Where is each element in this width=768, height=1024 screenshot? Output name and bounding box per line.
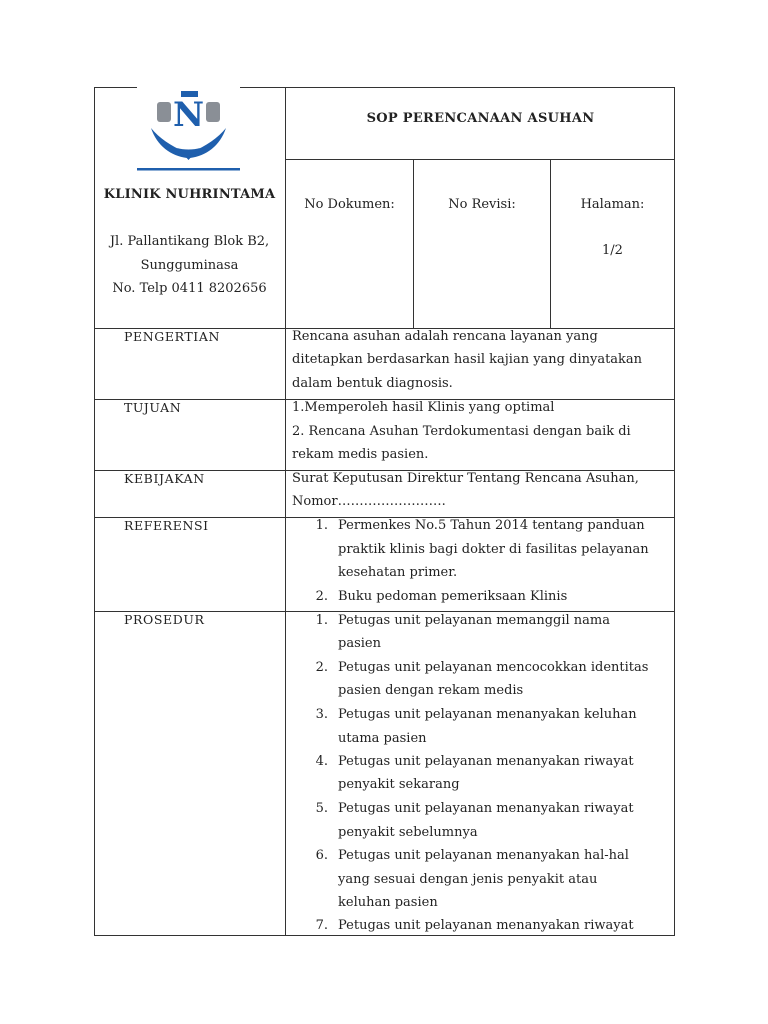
prosedur-item-line: Petugas unit pelayanan menanyakan riwayat	[338, 801, 634, 816]
referensi-item-number: 2.	[315, 589, 328, 604]
kebijakan-line: Nomor…………………….	[292, 494, 446, 509]
prosedur-item-line: pasien dengan rekam medis	[338, 683, 524, 698]
prosedur-item-line: Petugas unit pelayanan mencocokkan identitas	[338, 660, 649, 675]
prosedur-item-line: Petugas unit pelayanan menanyakan riwayat	[338, 918, 634, 933]
prosedur-item-line: utama pasien	[338, 731, 427, 746]
prosedur-item-line: Petugas unit pelayanan menanyakan riwayat	[338, 754, 634, 769]
pengertian-line: ditetapkan berdasarkan hasil kajian yang dinyatakan	[292, 352, 643, 367]
prosedur-item-line: penyakit sekarang	[338, 777, 460, 792]
tujuan-line: 1.Memperoleh hasil Klinis yang optimal	[292, 400, 555, 415]
section-label-prosedur: PROSEDUR	[124, 612, 205, 627]
clinic-name: KLINIK NUHRINTAMA	[103, 187, 276, 202]
referensi-item-number: 1.	[315, 518, 328, 533]
address-line-1: Jl. Pallantikang Blok B2,	[109, 234, 270, 249]
prosedur-item-line: keluhan pasien	[338, 895, 438, 910]
pengertian-line: dalam bentuk diagnosis.	[292, 376, 453, 391]
prosedur-item-number: 7.	[315, 918, 328, 933]
prosedur-item-line: Petugas unit pelayanan memanggil nama	[338, 613, 610, 628]
column-divider	[285, 87, 286, 936]
prosedur-item-line: Petugas unit pelayanan menanyakan keluhan	[338, 707, 637, 722]
prosedur-item-line: pasien	[338, 636, 381, 651]
prosedur-item-number: 5.	[315, 801, 328, 816]
sop-title: SOP PERENCANAAN ASUHAN	[366, 111, 595, 126]
pengertian-line: Rencana asuhan adalah rencana layanan yang	[292, 329, 598, 344]
section-label-kebijakan: KEBIJAKAN	[124, 471, 205, 486]
phone-number: No. Telp 0411 8202656	[112, 281, 267, 296]
revision-label: No Revisi:	[448, 197, 516, 212]
section-label-tujuan: TUJUAN	[124, 400, 182, 415]
meta-divider-1	[413, 159, 414, 329]
prosedur-item-number: 1.	[315, 613, 328, 628]
section-label-referensi: REFERENSI	[124, 518, 209, 533]
kebijakan-line: Surat Keputusan Direktur Tentang Rencana Asuhan,	[292, 471, 639, 486]
header-divider	[286, 159, 675, 160]
section-label-pengertian: PENGERTIAN	[124, 329, 221, 344]
doc-number-label: No Dokumen:	[304, 197, 395, 212]
prosedur-item-number: 3.	[315, 707, 328, 722]
logo-letter: N	[172, 95, 205, 135]
prosedur-item-number: 2.	[315, 660, 328, 675]
referensi-item-line: kesehatan primer.	[338, 565, 458, 580]
table-border-right	[674, 87, 675, 936]
tujuan-line: rekam medis pasien.	[292, 447, 429, 462]
address-line-2: Sungguminasa	[140, 258, 239, 273]
prosedur-item-line: penyakit sebelumnya	[338, 825, 478, 840]
prosedur-item-number: 4.	[315, 754, 328, 769]
page-value: 1/2	[602, 243, 623, 258]
tujuan-line: 2. Rencana Asuhan Terdokumentasi dengan baik di	[292, 424, 631, 439]
page-label: Halaman:	[580, 197, 645, 212]
table-border-left	[94, 87, 95, 936]
referensi-item-line: praktik klinis bagi dokter di fasilitas pelayanan	[338, 542, 649, 557]
prosedur-item-line: Petugas unit pelayanan menanyakan hal-hal	[338, 848, 629, 863]
referensi-item-line: Permenkes No.5 Tahun 2014 tentang panduan	[338, 518, 645, 533]
referensi-item-line: Buku pedoman pemeriksaan Klinis	[338, 589, 568, 604]
clinic-logo	[137, 86, 240, 174]
prosedur-item-line: yang sesuai dengan jenis penyakit atau	[338, 872, 598, 887]
prosedur-item-number: 6.	[315, 848, 328, 863]
